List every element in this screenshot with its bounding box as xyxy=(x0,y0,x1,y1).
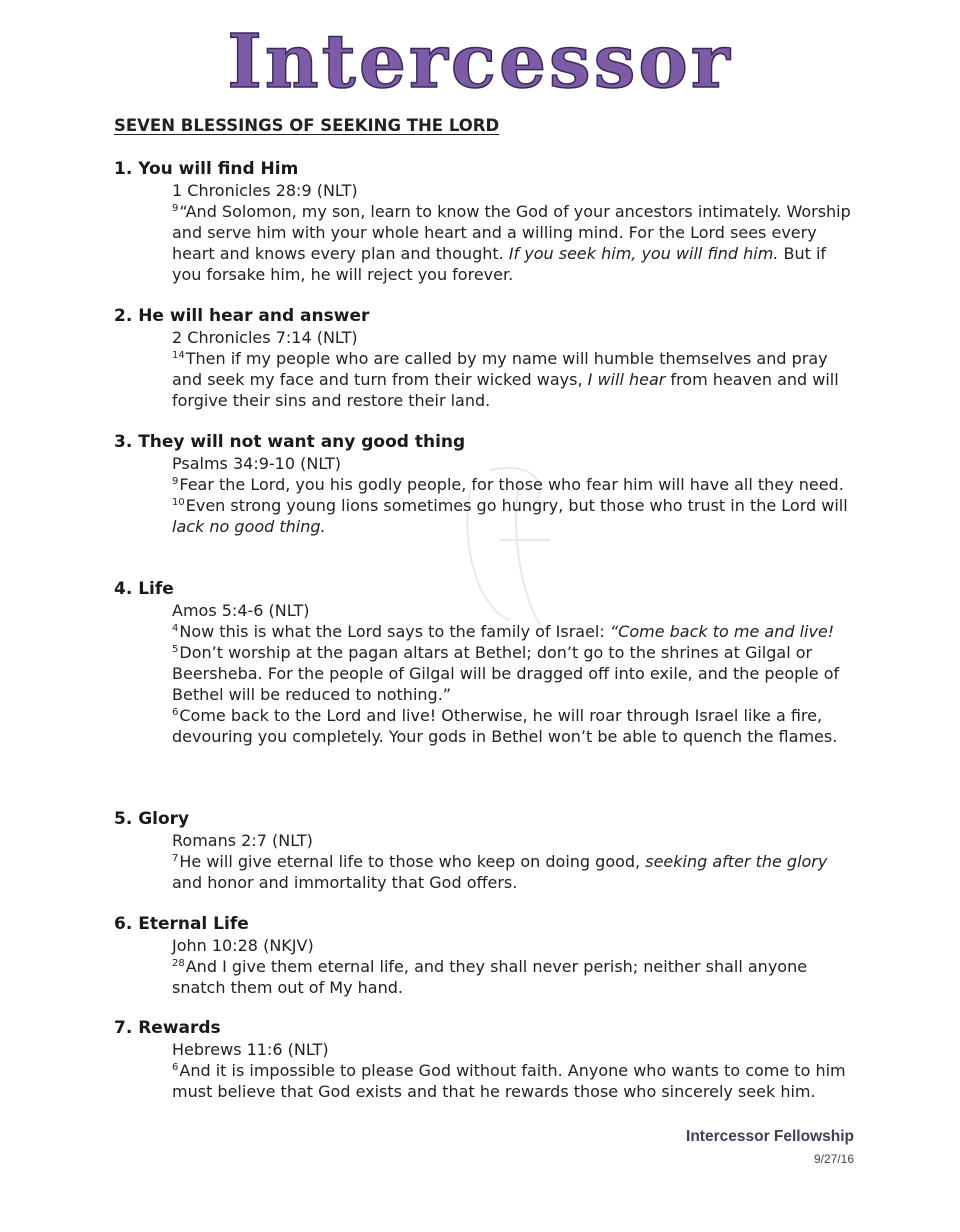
verse-text: And I give them eternal life, and they shall never perish; neither shall anyone snatch them out of My hand. xyxy=(172,957,808,997)
emphasized-text: “Come back to me and live! xyxy=(609,622,835,641)
verse-number: 5 xyxy=(172,644,179,655)
blessing-heading: 2. He will hear and answer xyxy=(114,306,370,326)
verse-number: 7 xyxy=(172,853,179,864)
verse-text: Even strong young lions sometimes go hungry, but those who trust in the Lord will xyxy=(185,496,848,515)
scripture-body xyxy=(172,600,854,747)
blessing-2 xyxy=(114,306,854,411)
scripture-reference: Romans 2:7 (NLT) xyxy=(172,831,313,850)
verse xyxy=(172,956,854,998)
verse-text: “And Solomon, my son, learn to know the God of your ancestors intimately. Worship and serve him with your whole heart and a willing mind. For the Lord sees every heart and knows every plan and thought. xyxy=(172,202,851,263)
verse-number: 6 xyxy=(172,1062,179,1073)
emphasized-text: If you seek him, you will find him. xyxy=(508,244,779,263)
verse-number: 9 xyxy=(172,476,179,487)
verse-number: 6 xyxy=(172,707,179,718)
scripture-reference: 1 Chronicles 28:9 (NLT) xyxy=(172,181,358,200)
verse-number: 14 xyxy=(172,350,185,361)
scripture-body xyxy=(172,180,854,285)
scripture-reference: Amos 5:4-6 (NLT) xyxy=(172,601,310,620)
verse-text: But if you forsake him, he will reject you forever. xyxy=(172,244,827,284)
verse-number: 9 xyxy=(172,203,179,214)
verse-text: Now this is what the Lord says to the family of Israel: xyxy=(179,622,610,641)
blessing-4 xyxy=(114,579,854,747)
verse-text: Fear the Lord, you his godly people, for those who fear him will have all they need. xyxy=(179,475,844,494)
verse xyxy=(172,642,854,705)
masthead-logo: Intercessor xyxy=(227,19,733,105)
verse xyxy=(172,348,854,411)
blessing-5 xyxy=(114,809,854,893)
emphasized-text: lack no good thing. xyxy=(172,517,326,536)
footer-organization: Intercessor Fellowship xyxy=(686,1128,854,1145)
verse-number: 4 xyxy=(172,623,179,634)
scripture-body xyxy=(172,1039,854,1102)
blessing-heading: 6. Eternal Life xyxy=(114,914,249,934)
blessing-heading: 7. Rewards xyxy=(114,1018,221,1038)
verse xyxy=(172,495,854,537)
verse-text: Come back to the Lord and live! Otherwise, he will roar through Israel like a fire, devouring you completely. Your gods in Bethel won’t be able to quench the flames. xyxy=(172,706,838,746)
emphasized-text: seeking after the glory xyxy=(645,852,828,871)
scripture-reference: 2 Chronicles 7:14 (NLT) xyxy=(172,328,358,347)
scripture-body xyxy=(172,830,854,893)
verse-text: He will give eternal life to those who keep on doing good, xyxy=(179,852,646,871)
verse-text: and honor and immortality that God offers. xyxy=(172,873,518,892)
verse-text: Then if my people who are called by my name will humble themselves and pray and seek my face and turn from their wicked ways, xyxy=(172,349,828,389)
scripture-body xyxy=(172,327,854,411)
verse-text: from heaven and will forgive their sins and restore their land. xyxy=(172,370,839,410)
verse-number: 10 xyxy=(172,497,185,508)
blessing-heading: 4. Life xyxy=(114,579,174,599)
scripture-body xyxy=(172,935,854,998)
scripture-body xyxy=(172,453,854,537)
verse xyxy=(172,851,854,893)
verse-text: And it is impossible to please God without faith. Anyone who wants to come to him must believe that God exists and that he rewards those who sincerely seek him. xyxy=(172,1061,846,1101)
scripture-reference: John 10:28 (NKJV) xyxy=(172,936,314,955)
blessing-6 xyxy=(114,914,854,998)
page-title: SEVEN BLESSINGS OF SEEKING THE LORD xyxy=(114,116,500,135)
blessing-3 xyxy=(114,432,854,537)
emphasized-text: I will hear xyxy=(587,370,666,389)
scripture-reference: Psalms 34:9-10 (NLT) xyxy=(172,454,342,473)
blessing-heading: 3. They will not want any good thing xyxy=(114,432,466,452)
verse xyxy=(172,705,854,747)
footer-date: 9/27/16 xyxy=(813,1152,854,1166)
verse-text: Don’t worship at the pagan altars at Bethel; don’t go to the shrines at Gilgal or Beersheba. For the people of Gilgal will be dragged off into exile, and the people of Bethel will be reduced to nothing.” xyxy=(172,643,840,704)
verse xyxy=(172,201,854,285)
blessing-heading: 5. Glory xyxy=(114,809,190,829)
verse-number: 28 xyxy=(172,958,185,969)
verse xyxy=(172,474,854,495)
verse xyxy=(172,621,854,642)
blessing-heading: 1. You will find Him xyxy=(114,159,299,179)
blessing-1 xyxy=(114,159,854,285)
verse xyxy=(172,1060,854,1102)
blessing-7 xyxy=(114,1018,854,1102)
scripture-reference: Hebrews 11:6 (NLT) xyxy=(172,1040,329,1059)
